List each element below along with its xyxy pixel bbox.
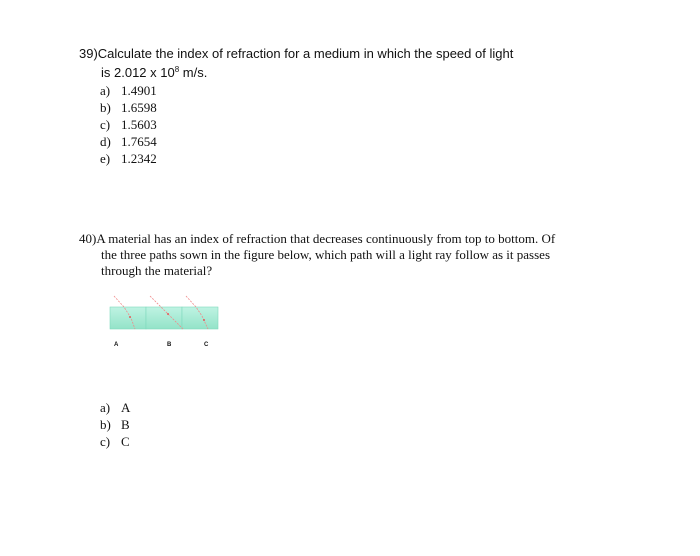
- option-letter: c): [100, 434, 111, 449]
- question-39-option-d[interactable]: [100, 133, 639, 150]
- option-value: 1.2342: [121, 151, 157, 166]
- ray-a-marker: [129, 316, 131, 318]
- material-block-c: [182, 307, 218, 329]
- material-block-a: [110, 307, 146, 329]
- question-39-line-1: [79, 46, 639, 62]
- question-40-line-3: through the material?: [101, 263, 213, 278]
- option-value: 1.7654: [121, 134, 157, 149]
- ray-c-marker: [203, 319, 205, 321]
- option-value: B: [121, 417, 130, 432]
- question-39-text-1: Calculate the index of refraction for a medium in which the speed of light: [97, 46, 514, 61]
- option-value: 1.6598: [121, 100, 157, 115]
- question-39-line-2: [79, 62, 639, 81]
- question-40-options: [100, 399, 130, 450]
- question-40-option-c[interactable]: [100, 433, 130, 450]
- question-40-line-2: the three paths sown in the figure below, which path will a light ray follow as it passes: [101, 247, 551, 262]
- question-39-options: [79, 82, 639, 167]
- question-39-number: 39): [79, 46, 98, 61]
- option-letter: a): [100, 400, 111, 415]
- option-letter: b): [100, 100, 111, 115]
- question-39-option-a[interactable]: [100, 82, 639, 99]
- option-letter: c): [100, 117, 111, 132]
- option-letter: b): [100, 417, 111, 432]
- question-39-option-e[interactable]: [100, 150, 639, 167]
- figure-label-a: A: [114, 342, 119, 348]
- refraction-paths-graphic: [100, 290, 230, 340]
- figure-label-b: B: [167, 342, 172, 348]
- question-39-text-3: m/s.: [179, 65, 208, 80]
- question-39-text-2: is 2.012 x 10: [101, 65, 175, 80]
- figure-label-c: C: [204, 342, 209, 348]
- question-40-line-1: [79, 231, 639, 247]
- option-letter: d): [100, 134, 111, 149]
- question-40-text-1: A material has an index of refraction that decreases continuously from top to bottom. Of: [96, 231, 556, 246]
- ray-b-marker: [167, 313, 169, 315]
- option-value: 1.4901: [121, 83, 157, 98]
- question-40: [79, 231, 639, 279]
- refraction-figure: [100, 290, 230, 355]
- option-letter: e): [100, 151, 111, 166]
- option-value: C: [121, 434, 130, 449]
- question-39-exponent: 8: [174, 65, 180, 74]
- option-value: A: [121, 400, 131, 415]
- question-40-option-b[interactable]: [100, 416, 130, 433]
- question-39-option-b[interactable]: [100, 99, 639, 116]
- question-40-number: 40): [79, 231, 97, 246]
- question-39: [79, 46, 639, 167]
- question-39-option-c[interactable]: [100, 116, 639, 133]
- option-value: 1.5603: [121, 117, 157, 132]
- option-letter: a): [100, 83, 111, 98]
- question-40-option-a[interactable]: [100, 399, 130, 416]
